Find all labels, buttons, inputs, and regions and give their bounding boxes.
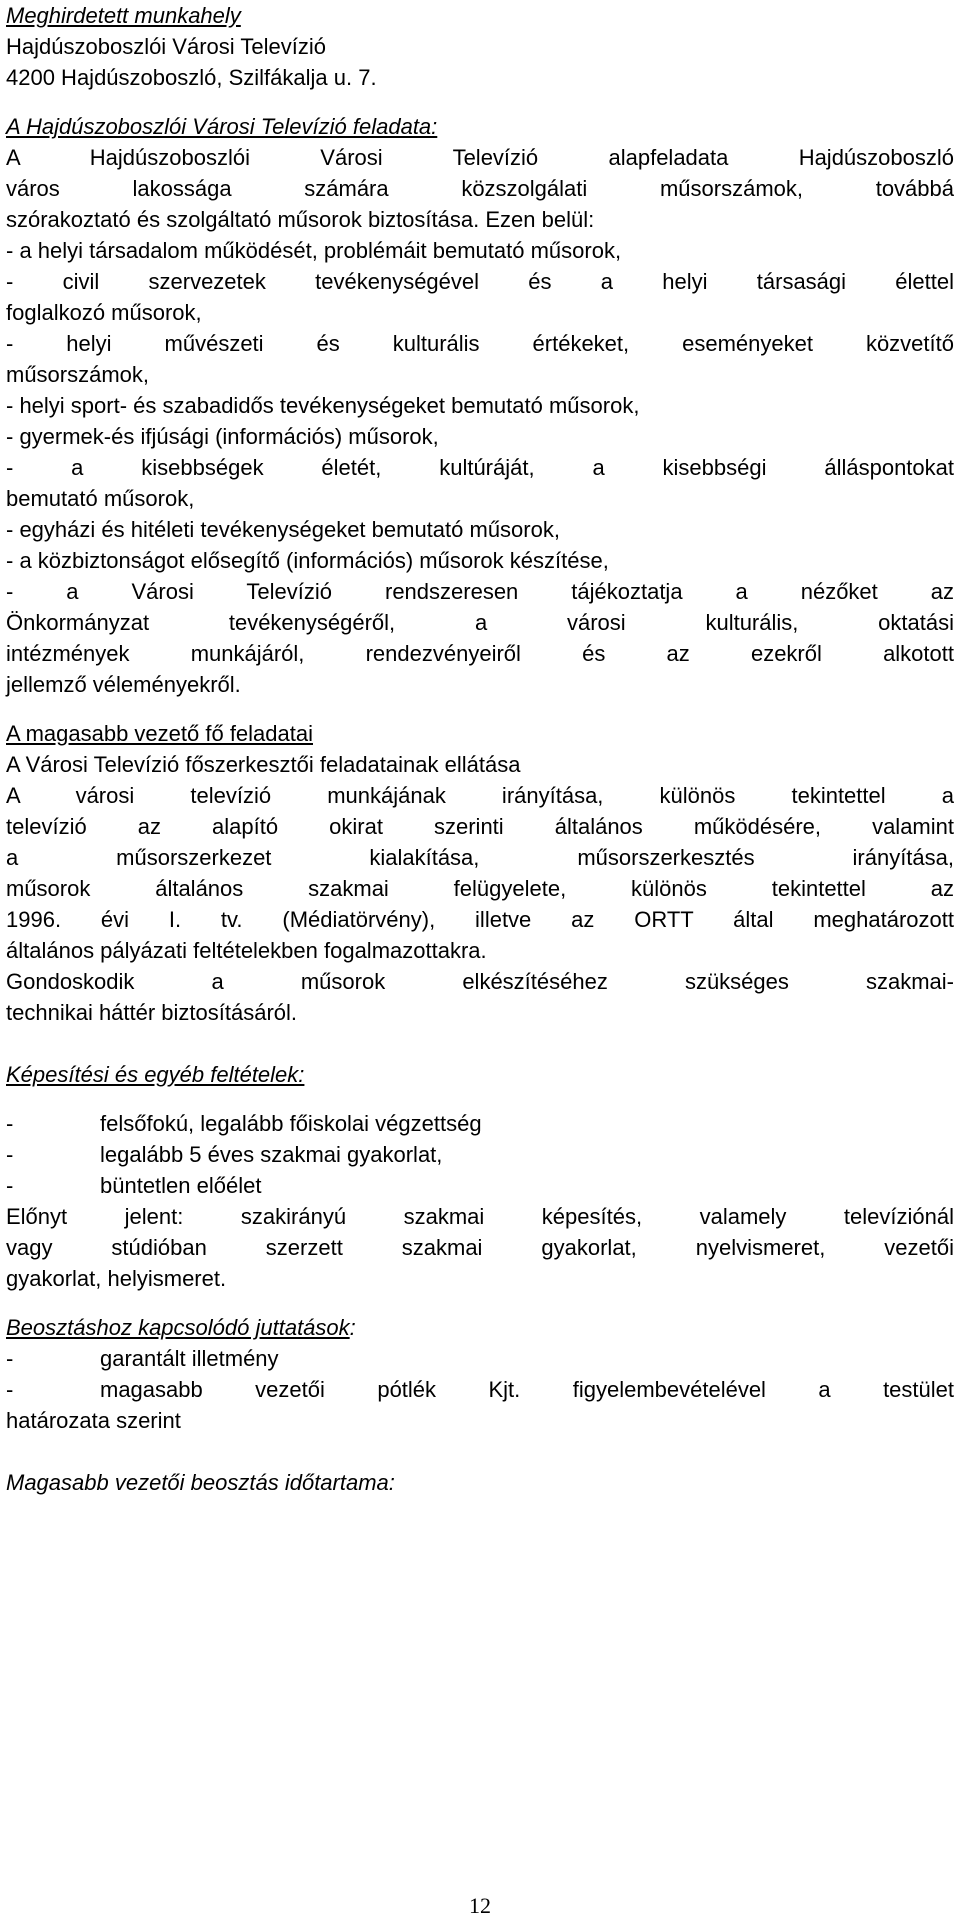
benefit-item: - magasabb vezetői pótlék Kjt. figyelembevételével a testület xyxy=(6,1377,954,1402)
spacer xyxy=(6,700,954,718)
qualification-item: - felsőfokú, legalább főiskolai végzettség xyxy=(6,1111,482,1136)
leader-line: televízió az alapító okirat szerinti általános működésére, valamint xyxy=(6,814,954,839)
leader-line: a műsorszerkezet kialakítása, műsorszerkesztés irányítása, xyxy=(6,845,954,870)
tasks-line: város lakossága számára közszolgálati műsorszámok, továbbá xyxy=(6,176,954,201)
employer-address: 4200 Hajdúszoboszló, Szilfákalja u. 7. xyxy=(6,65,377,90)
tasks-line: Önkormányzat tevékenységéről, a városi kulturális, oktatási xyxy=(6,610,954,635)
spacer xyxy=(6,1028,954,1059)
leader-line: általános pályázati feltételekben fogalmazottakra. xyxy=(6,938,487,963)
tasks-line: - helyi sport- és szabadidős tevékenységeket bemutató műsorok, xyxy=(6,393,640,418)
spacer xyxy=(6,1436,954,1467)
tasks-line: szórakoztató és szolgáltató műsorok biztosítása. Ezen belül: xyxy=(6,207,595,232)
tasks-line: - a helyi társadalom működését, problémáit bemutató műsorok, xyxy=(6,238,622,263)
benefits-heading-line: Beosztáshoz kapcsolódó juttatások: xyxy=(6,1315,356,1340)
tasks-line: jellemző véleményekről. xyxy=(6,672,241,697)
qualification-item: - legalább 5 éves szakmai gyakorlat, xyxy=(6,1142,443,1167)
tasks-line: A Hajdúszoboszlói Városi Televízió alapfeladata Hajdúszoboszló xyxy=(6,145,954,170)
qualifications-line: vagy stúdióban szerzett szakmai gyakorlat, nyelvismeret, vezetői xyxy=(6,1235,954,1260)
spacer xyxy=(6,93,954,111)
tasks-line: műsorszámok, xyxy=(6,362,150,387)
qualifications-line: gyakorlat, helyismeret. xyxy=(6,1266,227,1291)
leader-line: 1996. évi I. tv. (Médiatörvény), illetve az ORTT által meghatározott xyxy=(6,907,954,932)
leader-heading: A magasabb vezető fő feladatai xyxy=(6,721,313,746)
spacer xyxy=(6,1090,954,1108)
tasks-line: - egyházi és hitéleti tevékenységeket bemutató műsorok, xyxy=(6,517,560,542)
tasks-line: bemutató műsorok, xyxy=(6,486,195,511)
spacer xyxy=(6,1294,954,1312)
qualifications-line: Előnyt jelent: szakirányú szakmai képesítés, valamely televíziónál xyxy=(6,1204,954,1229)
leader-line: Gondoskodik a műsorok elkészítéséhez szükséges szakmai- xyxy=(6,969,954,994)
tasks-line: intézmények munkájáról, rendezvényeiről és az ezekről alkotott xyxy=(6,641,954,666)
tasks-line: - a közbiztonságot elősegítő (információs) műsorok készítése, xyxy=(6,548,609,573)
employer-heading: Meghirdetett munkahely xyxy=(6,3,241,28)
tasks-line: - a Városi Televízió rendszeresen tájékoztatja a nézőket az xyxy=(6,579,954,604)
tasks-line: - civil szervezetek tevékenységével és a helyi társasági élettel xyxy=(6,269,954,294)
tasks-heading: A Hajdúszoboszlói Városi Televízió feladata: xyxy=(6,114,438,139)
tasks-line: - helyi művészeti és kulturális értékeket, eseményeket közvetítő xyxy=(6,331,954,356)
tasks-line: - gyermek-és ifjúsági (információs) műsorok, xyxy=(6,424,439,449)
qualifications-heading: Képesítési és egyéb feltételek: xyxy=(6,1062,305,1087)
leader-line: műsorok általános szakmai felügyelete, különös tekintettel az xyxy=(6,876,954,901)
qualification-item: - büntetlen előélet xyxy=(6,1173,262,1198)
benefit-item: - garantált illetmény xyxy=(6,1346,279,1371)
tasks-line: foglalkozó műsorok, xyxy=(6,300,202,325)
benefit-continuation: határozata szerint xyxy=(6,1408,181,1433)
benefits-heading: Beosztáshoz kapcsolódó juttatások xyxy=(6,1315,350,1340)
leader-line: technikai háttér biztosításáról. xyxy=(6,1000,298,1025)
leader-line: A Városi Televízió főszerkesztői feladatainak ellátása xyxy=(6,752,521,777)
term-heading: Magasabb vezetői beosztás időtartama: xyxy=(6,1470,395,1495)
tasks-line: - a kisebbségek életét, kultúráját, a kisebbségi álláspontokat xyxy=(6,455,954,480)
document-page xyxy=(6,0,954,1498)
employer-name: Hajdúszoboszlói Városi Televízió xyxy=(6,34,326,59)
leader-line: A városi televízió munkájának irányítása, különös tekintettel a xyxy=(6,783,954,808)
page-number: 12 xyxy=(469,1893,491,1918)
